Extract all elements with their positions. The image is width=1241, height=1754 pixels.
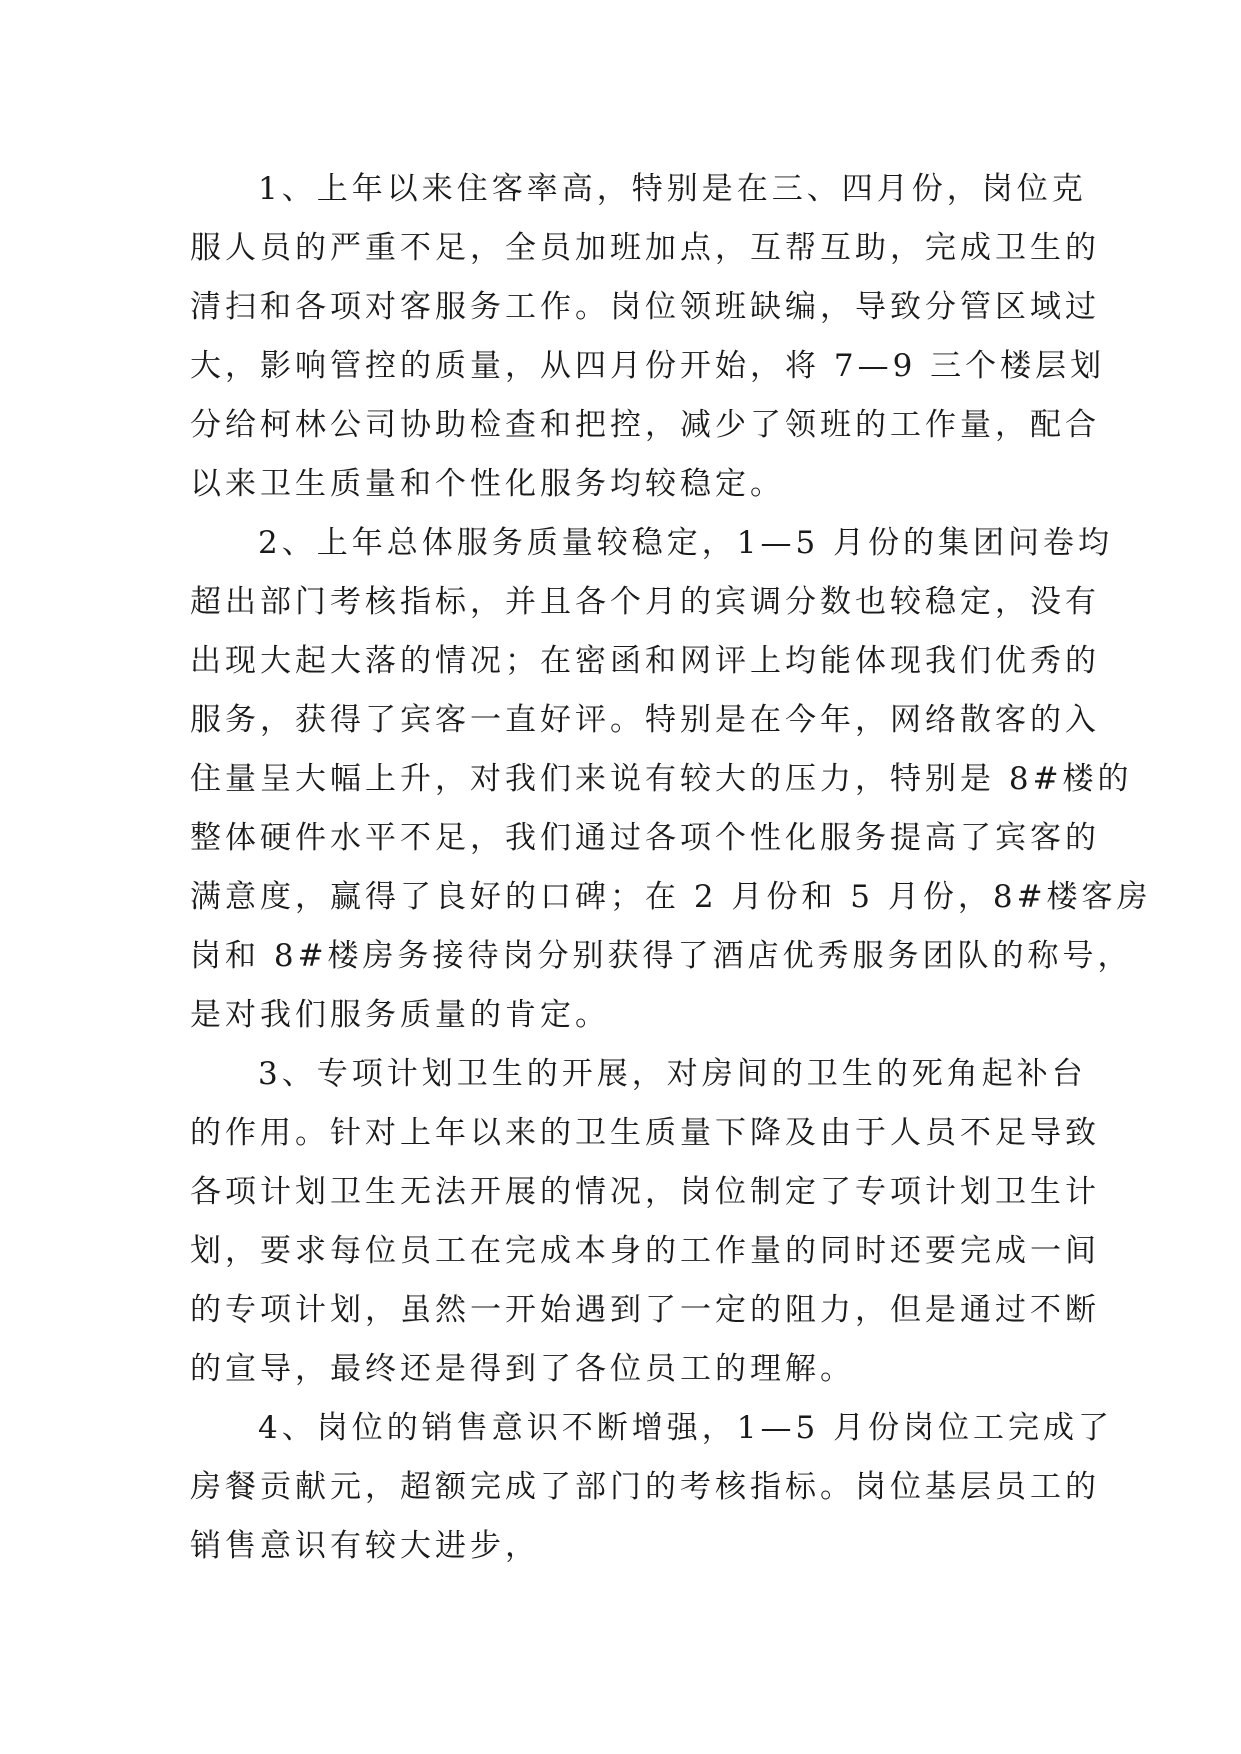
text-line: 分给柯林公司协助检查和把控，减少了领班的工作量，配合 <box>190 407 1100 443</box>
text-line: 1、上年以来住客率高，特别是在三、四月份，岗位克 <box>258 171 1087 207</box>
text-line: 服务，获得了宾客一直好评。特别是在今年，网络散客的入 <box>190 702 1100 738</box>
text-line: 销售意识有较大进步， <box>190 1528 540 1564</box>
text-line: 各项计划卫生无法开展的情况，岗位制定了专项计划卫生计 <box>190 1174 1100 1210</box>
text-line: 大，影响管控的质量，从四月份开始，将 7—9 三个楼层划 <box>190 348 1106 384</box>
text-line: 服人员的严重不足，全员加班加点，互帮互助，完成卫生的 <box>190 230 1100 266</box>
text-line: 2、上年总体服务质量较稳定，1—5 月份的集团问卷均 <box>258 525 1114 561</box>
paragraph-4 <box>190 1399 1114 1576</box>
text-line: 超出部门考核指标，并且各个月的宾调分数也较稳定，没有 <box>190 584 1100 620</box>
text-line: 的专项计划，虽然一开始遇到了一定的阻力，但是通过不断 <box>190 1292 1100 1328</box>
text-line: 的作用。针对上年以来的卫生质量下降及由于人员不足导致 <box>190 1115 1100 1151</box>
text-line: 3、专项计划卫生的开展，对房间的卫生的死角起补台 <box>258 1056 1087 1092</box>
text-line: 是对我们服务质量的肯定。 <box>190 997 610 1033</box>
document-body <box>190 160 1152 1576</box>
paragraph-2 <box>190 514 1152 1045</box>
paragraph-1 <box>190 160 1106 514</box>
text-line: 房餐贡献元，超额完成了部门的考核指标。岗位基层员工的 <box>190 1469 1100 1505</box>
text-line: 4、岗位的销售意识不断增强，1—5 月份岗位工完成了 <box>258 1410 1114 1446</box>
text-line: 的宣导，最终还是得到了各位员工的理解。 <box>190 1351 855 1387</box>
text-line: 满意度，赢得了良好的口碑；在 2 月份和 5 月份，8#楼客房 <box>190 879 1152 915</box>
text-line: 出现大起大落的情况；在密函和网评上均能体现我们优秀的 <box>190 643 1100 679</box>
text-line: 以来卫生质量和个性化服务均较稳定。 <box>190 466 785 502</box>
text-line: 划，要求每位员工在完成本身的工作量的同时还要完成一间 <box>190 1233 1100 1269</box>
text-line: 清扫和各项对客服务工作。岗位领班缺编，导致分管区域过 <box>190 289 1100 325</box>
text-line: 岗和 8#楼房务接待岗分别获得了酒店优秀服务团队的称号， <box>190 938 1133 974</box>
text-line: 整体硬件水平不足，我们通过各项个性化服务提高了宾客的 <box>190 820 1100 856</box>
text-line: 住量呈大幅上升，对我们来说有较大的压力，特别是 8#楼的 <box>190 761 1133 797</box>
paragraph-3 <box>190 1045 1100 1399</box>
